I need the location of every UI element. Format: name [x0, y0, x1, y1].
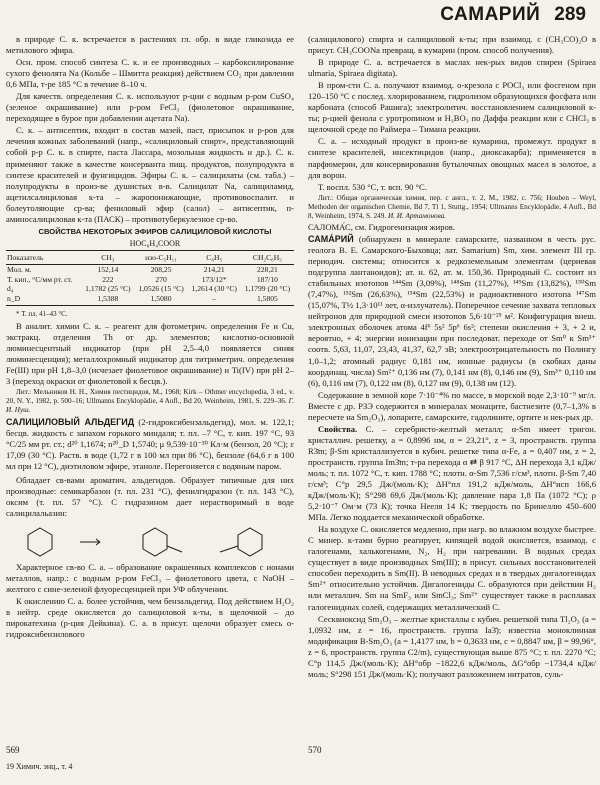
figure-salicylaldehyde [6, 475, 294, 519]
table-cell: 228,21 [256, 265, 278, 275]
paragraph: В аналит. химии С. к. – реагент для фотометрич. определения Fe и Cu, экстракц. отделения Th от др. элементов; кислотно-основной люминесцентный индикатор (при pH 2,5–4,0 появляется синяя люминесценция); металлохромный индикатор для титриметрич. определения Fe(III) при pH 1,8–3,0 (исчезает фиолетовое окрашивание) и Ti(IV) при pH 2–3 (переход окраски от фиолетовой к бесцв.). [6, 320, 294, 387]
table-row [6, 284, 294, 293]
literature-text: Лит.: Мельников Н. Н., Химия пестицидов, М., 1968; Kirk – Othmer encyclopedia, 3 ed., v. 20, N. Y., 1982, p. 500–16; Ullmanns Encyklopädie, 4 Aufl., Bd 20, Weinheim, 1981, S. 229–36. [6, 388, 294, 406]
esters-table [6, 250, 294, 306]
table-header-cell: Показатель [6, 250, 81, 264]
running-header [440, 4, 586, 30]
paragraph: Обладает св-вами ароматич. альдегидов. Образует типичные для них производные: семикарбазон (т. пл. 231 °С), фенилгидразон (т. пл. 143 °С), оксим (т. пл. 57 °С). С гидразином дает нерастворимый в воде салицилальазин: [6, 474, 294, 518]
table-cell: 222 [102, 274, 114, 284]
section-label: Свойства. [318, 423, 358, 434]
paragraph: Характерное св-во С. а. – образование окрашенных комплексов с ионами металлов, напр.: с водным р-ром FeCl₃ – фиолетового цвета, с NaOH – желтого с сине-зеленой флуоресценцией при УФ облучении. [6, 561, 294, 595]
table-cell: – [188, 294, 241, 306]
table-cell: n_D [6, 294, 81, 306]
table-cell: 152,14 [97, 265, 119, 275]
paragraph: Сесквиоксид Sm₂O₃ – желтые кристаллы с кубич. решеткой типа Tl₂O₃ (a = 1,0932 нм, z = 16, пространств. группа Ia3̄); известна моноклинная модификация B-Sm₂O₃ (a = 1,4177 нм, b = 0,3633 нм, c = 0,8847 нм, β = 99,96°, z = 6, пространств. группа C2/m), существующая выше 875 °С; т. пл. 2270 °С; C°p 114,5 Дж/(моль·К); ΔH°обр −1822,6 кДж/моль, ΔG°обр −1734,4 кДж/моль; S°298 151 Дж/(моль·К); получают разложением нитратов, суль- [308, 613, 596, 679]
entry-heading: САЛИЦИЛОВЫЙ АЛЬДЕГИД [6, 416, 135, 427]
table-header-cell: CH₂C₆H₅ [241, 250, 294, 264]
paragraph: С. а. – исходный продукт в произ-ве кумарина, промежут. продукт в синтезе красителей, инсектицидов (напр., диоксакарба); применяется в парфюмерии, для консервирования бутылочных овощных масел в золотое, а для ворон. [308, 136, 596, 180]
table-header-cell: CH₃ [81, 250, 134, 264]
right-column [308, 34, 596, 681]
literature-text: Лит.: Общая органическая химия, пер. с англ., т. 2, М., 1982, с. 756; Houben – Weyl, Methoden der organischen Chemie, Bd 7, Tl 1, Stuttg., 1954; Ullmanns Encyklopädie, 4 Aufl., Bd 8, Weinheim, 1974, S. 249. [308, 193, 596, 220]
cross-reference: САЛОМА́С, см. Гидрогенизация жиров. [308, 221, 456, 232]
table-cell: 1,5080 [134, 294, 187, 306]
paragraph: В пром-сти С. а. получают взаимод. о-крезола с POCl₃ или фосгеном при 120–150 °С с послед. хлорированием, гидролизом образующихся фосфата или карбоната (способ Рашига); электролитич. восстановлением салициловой к-ты; р-цией фенола с уротропином и H₃BO₃ по Даффа реакции или с CHCl₃ в щелочной среде по Раймера – Тимана реакции. [308, 80, 596, 135]
signature-line: 19 Химич. энц., т. 4 [6, 762, 73, 771]
table-cell: 1,5388 [81, 294, 134, 306]
table-cell: Мол. м. [7, 265, 32, 275]
header-title: САМАРИЙ [440, 4, 541, 25]
table-cell: Т. кип., °С/мм рт. ст. [7, 274, 73, 284]
paragraph: (салицилового) спирта и салициловой к-ты; при взаимод. с (CH₃CO)₂O в присут. CH₃COONa превращ. в кумарин (пром. способ получения). [308, 34, 596, 56]
table-header-cell: изо-C₅H₁₁ [134, 250, 187, 264]
entry-heading: САМА́РИЙ [308, 233, 354, 244]
page-number-right: 570 [308, 745, 322, 755]
table-cell: 1,0526 (15 °С) [138, 284, 184, 294]
table-cell: 270 [155, 274, 167, 284]
paragraph: Осн. пром. способ синтеза С. к. и ее производных – карбоксилирование сухого фенолята Na (Кольбе – Шмитта реакция) действием СО₂ при давлении 0,6 МПа, т-ре 185 °С в течение 8–10 ч. [6, 57, 294, 90]
table-row [6, 275, 294, 284]
literature-author: И. И. Артамонова. [387, 211, 447, 220]
table-row [6, 265, 294, 275]
paragraph: С. – серебристо-желтый металл; α-Sm имеет тригон. кристаллич. решетку, a = 0,8996 нм, α = 23,21°, z = 3, пространств. группа R3̄m; β-Sm кристаллизуется в кубич. решетке типа α-Fe, a = 0,407 нм, z = 2, пространств. группа Im3̄m; т-ра перехода α ⇄ β 917 °С, ΔH перехода 3,1 кДж/моль; т. пл. 1072 °С, т. кип. 1788 °С; плотн. α-Sm 7,536 г/см³, плотн. β-Sm 7,40 г/см³; C°p 29,5 Дж/(моль·К); ΔH°пл 191,2 кДж/моль, ΔH°исп 166,6 кДж/(моль·К); S°298 69,6 Дж/(моль·К); давление пара 1,8 Па (1072 °С); ρ 5,2·10⁻⁷ Ом·м (73 К); точка Нееля 14 К; твердость по Бринеллю 450–600 МПа. Легко поддается механической обработке. [308, 423, 596, 523]
page-number-left: 569 [6, 745, 20, 755]
paragraph: В природе С. а. встречается в маслах нек-рых видов спиреи (Spiraea ulmaria, Spiraea digitata). [308, 57, 596, 79]
paragraph: Т. воспл. 530 °С, т. всп. 90 °С. [318, 181, 427, 192]
table-header-cell: C₆H₅ [188, 250, 241, 264]
paragraph: Для качеств. определения С. к. используют р-ции с водным р-ром CuSO₄ (зеленое окрашивание) или р-ром FeCl₃ (фиолетовое окрашивание, переходящее в бурое при добавлении ацетата Na). [6, 91, 294, 124]
left-column [6, 34, 294, 641]
paragraph: Содержание в земной коре 7·10⁻⁴% по массе, в морской воде 2,3·10⁻⁹ мг/л. Вместе с др. РЗЭ содержится в минералах монаците, бастнезите (0,7–1,3% в пересчете на Sm₂O₃), лопарите, самарските, гадолините, ортите и нек-рых др. [308, 389, 596, 422]
table-formula: HOC₆H₄COOR [129, 238, 181, 248]
paragraph: С. к. – антисептик, входит в состав мазей, паст, присыпок и р-ров для лечения кожных заболеваний (напр., «салициловый спирт», представляющий собой р-р С. к. в спирте, паста Лассара, мозольная жидкость и др.). С. к. применяют также в качестве консерванта пищ. продуктов, полупродукта в синтезе красителей и фунгицидов. Эфиры С. к. – салицилаты (см. табл.) – полупродукты в произ-ве душистых в-в. Салицилат Na, салициламид, ацетилсалициловая к-та – жаропонижающие, противовоспалит. и болеутоляющие ср-ва; фениловый эфир (салол) – антисептик, п-аминосалициловая к-та (ПАСК) – противотуберкулезное ср-во. [6, 125, 294, 224]
table-cell: 1,5805 [241, 294, 294, 306]
literature-note [6, 388, 294, 415]
table-cell: 173/12* [201, 274, 227, 284]
entry-text: (2-гидроксибензальдегид), мол. м. 122,1; бесцв. жидкость с запахом горького миндаля; т. пл. –7 °С, т. кип. 197 °С, 93 °С/25 мм рт. ст.; d²⁰ 1,1674; n²⁰_D 1,5740; μ 9,539·10⁻³⁰ Кл·м (бензол, 20 °С); ε 17,09 (30 °С). Раств. в воде (1,72 г в 100 мл при 86 °С), бензоле (64,6 г в 100 мл при 12 °С), диэтиловом эфире, этаноле. Перегоняется с водяным паром. [6, 416, 294, 471]
table-cell: 208,25 [150, 265, 172, 275]
table-cell: 187/10 [256, 274, 278, 284]
paragraph: в природе С. к. встречается в растениях гл. обр. в виде гликозида ее метилового эфира. [6, 34, 294, 56]
table-footnote: * Т. пл. 41–43 °С. [16, 309, 68, 318]
literature-note [308, 194, 596, 221]
literature-author: Г. И. Нуш. [6, 397, 294, 415]
table-cell: 1,1799 (20 °С) [244, 284, 291, 294]
table-row [6, 294, 294, 306]
table-cell: 214,21 [203, 265, 225, 275]
table-cell: 1,2614 (30 °С) [191, 284, 237, 294]
table-cell: 1,1782 (25 °С) [85, 284, 131, 294]
header-page-number: 289 [554, 4, 586, 25]
table-title: СВОЙСТВА НЕКОТОРЫХ ЭФИРОВ САЛИЦИЛОВОЙ КИСЛОТЫ [38, 226, 272, 236]
table-cell: d₄ [7, 284, 14, 294]
paragraph: К окислению С. а. более устойчив, чем бензальдегид. Под действием H₂O₂ в нейтр. среде окисляется до салициловой к-ты, в щелочной – до пирокатехина (р-ция Дейкина). С. а. в присут. щелочи образует смесь о-гидроксибензилового [6, 596, 294, 640]
paragraph: На воздухе С. окисляется медленно, при нагр. во влажном воздухе быстрее. С минер. к-тами бурно реагирует, кипящей водой окисляется, взаимод. с галогенами, халькогенами, N₂, H₂ при нагревании. В водных средах существует в виде производных Sm(III); в присут. сильных восстановителей способен переходить в Sm(II). В неводных средах и в твердых дигалогенидах Sm²⁺ относительно устойчив. Дигалогениды С. образуются при действии H₂ или металлич. Sm на SmF₃ или SmCl₃; Sm²⁺ существует также в расплавах галогенидных солей, содержащих металлический С. [308, 524, 596, 612]
entry-text: (обнаружен в минерале самарските, названном в честь рус. геолога В. Е. Самарского-Быховца; лат. Samarium) Sm, хим. элемент III гр. периодич. системы; относится к редкоземельным элементам (цериевая подгруппа лантаноидов); ат. н. 62, ат. м. 150,36. Природный С. состоит из стабильных изотопов ¹⁴⁴Sm (3,09%), ¹⁴⁸Sm (11,27%), ¹⁴⁹Sm (13,82%), ¹⁵⁰Sm (7,47%), ¹⁵²Sm (26,63%), ¹⁵⁴Sm (22,53%) и радиоактивного изотопа ¹⁴⁷Sm (15,07%, T½ 1,3·10¹¹ лет, α-излучатель). Поперечное сечение захвата тепловых нейтронов для природной смеси изотопов 5,6·10⁻²⁵ м². Конфигурация внеш. электронных оболочек атома 4f⁶ 5s² 5p⁶ 6s²; степени окисления + 3, + 2 и, вероятно, + 4; энергии ионизации при последоват. переходе от Sm⁰ к Sm³⁺ соотв. 5,63, 11,07, 23,43, 41,37, 62,7 эВ; электроотрицательность по Полингу 1,0–1,2; атомный радиус 0,181 нм, ионные радиусы (в скобках даны координац. числа) Sm²⁺ 0,136 нм (7), 0,141 нм (8), 0,146 нм (9), Sm³⁺ 0,110 нм (6), 0,116 нм (7), 0,122 нм (8), 0,127 нм (9), 0,138 нм (12). [308, 233, 596, 388]
reaction-scheme-diagram [10, 522, 290, 560]
table-header-row [6, 250, 294, 264]
